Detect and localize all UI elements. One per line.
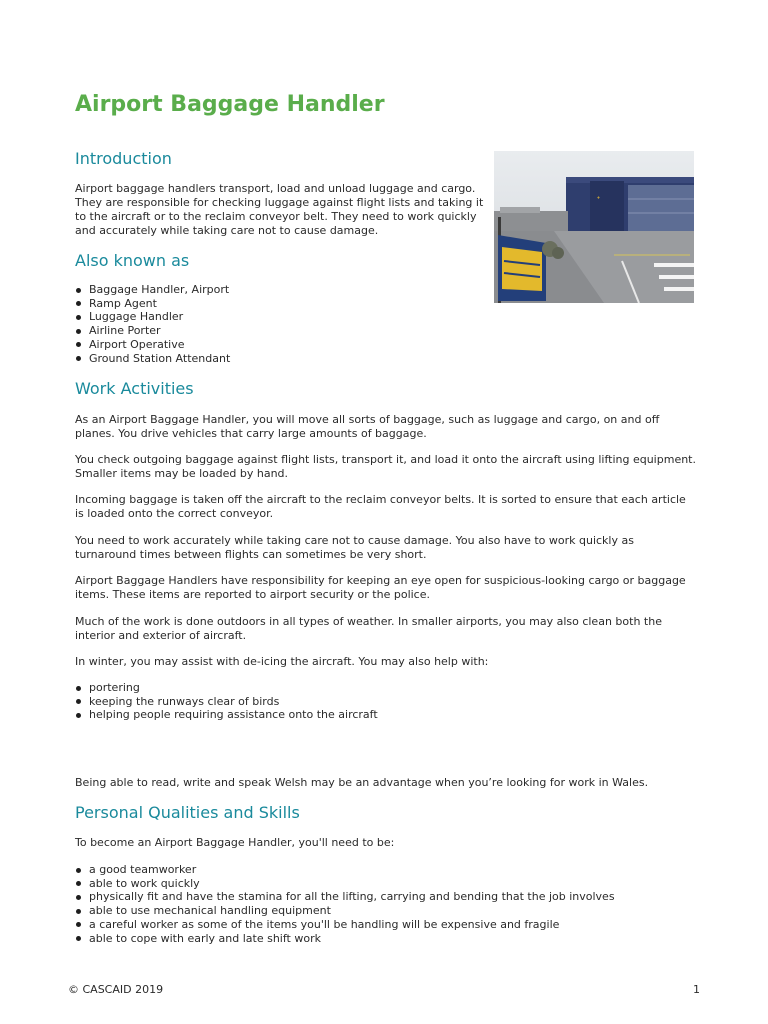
work-activities-heading: Work Activities (75, 379, 194, 398)
list-item: Luggage Handler (75, 310, 475, 324)
list-item: a careful worker as some of the items you'll be handling will be expensive and fragile (75, 918, 715, 932)
also-known-as-heading: Also known as (75, 251, 190, 270)
personal-qualities-intro: To become an Airport Baggage Handler, you'll need to be: (75, 836, 395, 849)
introduction-heading: Introduction (75, 149, 172, 168)
page-number: 1 (693, 983, 700, 996)
work-activities-paragraph: Incoming baggage is taken off the aircraft to the reclaim conveyor belts. It is sorted to ensure that each article is loaded onto the correct conveyor. (75, 493, 686, 520)
list-item: Ground Station Attendant (75, 352, 475, 366)
svg-text:✈: ✈ (597, 195, 601, 200)
list-item: Baggage Handler, Airport (75, 283, 475, 297)
work-activities-list (75, 681, 675, 722)
list-item: keeping the runways clear of birds (75, 695, 675, 709)
list-item: Ramp Agent (75, 297, 475, 311)
work-activities-paragraph: Much of the work is done outdoors in all types of weather. In smaller airports, you may also clean both the interior and exterior of aircraft. (75, 615, 662, 642)
list-item: Airline Porter (75, 324, 475, 338)
welsh-language-note: Being able to read, write and speak Welsh may be an advantage when you’re looking for work in Wales. (75, 776, 649, 789)
work-activities-paragraph: You check outgoing baggage against flight lists, transport it, and load it onto the aircraft using lifting equipment. Smaller items may be loaded by hand. (75, 453, 696, 480)
work-activities-paragraph: In winter, you may assist with de-icing the aircraft. You may also help with: (75, 655, 489, 668)
work-activities-paragraph: You need to work accurately while taking care not to cause damage. You also have to work quickly as turnaround times between flights can sometimes be very short. (75, 534, 634, 561)
list-item: able to use mechanical handling equipment (75, 904, 715, 918)
list-item: able to cope with early and late shift work (75, 932, 715, 946)
also-known-as-list (75, 283, 475, 365)
list-item: Airport Operative (75, 338, 475, 352)
list-item: helping people requiring assistance onto the aircraft (75, 708, 675, 722)
list-item: a good teamworker (75, 863, 715, 877)
work-activities-paragraph: Airport Baggage Handlers have responsibility for keeping an eye open for suspicious-looking cargo or baggage items. These items are reported to airport security or the police. (75, 574, 686, 601)
document-title: Airport Baggage Handler (75, 92, 385, 117)
work-activities-paragraph: As an Airport Baggage Handler, you will move all sorts of baggage, such as luggage and cargo, on and off planes. You drive vehicles that carry large amounts of baggage. (75, 413, 660, 440)
personal-qualities-list (75, 863, 715, 945)
list-item: physically fit and have the stamina for all the lifting, carrying and bending that the job involves (75, 890, 715, 904)
list-item: portering (75, 681, 675, 695)
footer-copyright: © CASCAID 2019 (68, 983, 164, 996)
introduction-paragraph: Airport baggage handlers transport, load and unload luggage and cargo. They are responsible for checking luggage against flight lists and taking it to the aircraft or to the reclaim conveyor belt. They need to work quickly and accurately while taking care not to cause damage. (75, 182, 484, 237)
list-item: able to work quickly (75, 877, 715, 891)
airport-terminal-photo (494, 151, 694, 303)
personal-qualities-heading: Personal Qualities and Skills (75, 803, 300, 822)
